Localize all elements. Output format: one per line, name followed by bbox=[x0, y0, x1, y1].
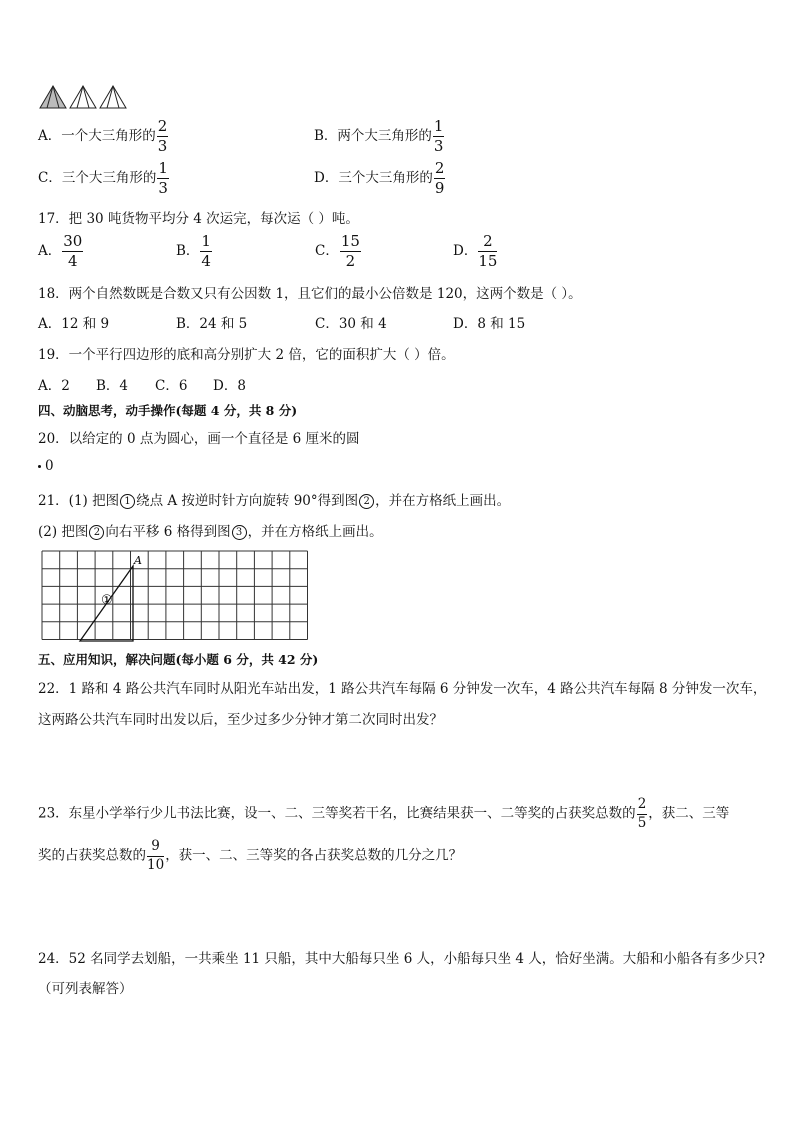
shape-label: ① bbox=[101, 593, 113, 608]
q19-option-b[interactable]: B．4 bbox=[96, 378, 129, 394]
fraction: $\frac{2}{5}$ bbox=[637, 796, 647, 831]
q20-stem: 20．以给定的 0 点为圆心，画一个直径是 6 厘米的圆 bbox=[38, 431, 360, 447]
option-text: A．一个大三角形的 bbox=[38, 128, 156, 144]
option-text: D．三个大三角形的 bbox=[314, 170, 433, 186]
q23-line1: 23．东星小学举行少儿书法比赛，设一、二、三等奖若干名，比赛结果获一、二等奖的占获奖总数的 $\frac{2}{5}$ ，获二、三等 bbox=[38, 796, 730, 831]
fraction: $\frac{15}{2}$ bbox=[340, 232, 360, 270]
center-point bbox=[38, 458, 54, 474]
q18-option-c[interactable]: C．30 和 4 bbox=[315, 316, 387, 332]
option-text: A． bbox=[38, 243, 62, 259]
point-label: 0 bbox=[45, 458, 54, 474]
fraction: $\frac{1}{3}$ bbox=[433, 117, 444, 155]
option-text: D． bbox=[453, 243, 478, 259]
q23-line2: 奖的占获奖总数的 $\frac{9}{10}$ ，获一、二、三等奖的各占获奖总数的几分之几？ bbox=[38, 838, 463, 873]
fraction: $\frac{1}{3}$ bbox=[158, 159, 168, 197]
q17-stem: 17．把 30 吨货物平均分 4 次运完，每次运（ ）吨。 bbox=[38, 211, 359, 227]
q19-option-a[interactable]: A．2 bbox=[38, 378, 70, 394]
fraction: $\frac{30}{4}$ bbox=[63, 232, 83, 270]
option-text: C． bbox=[315, 243, 339, 259]
q18-stem: 18．两个自然数既是合数又只有公因数 1，且它们的最小公倍数是 120，这两个数是（ ）。 bbox=[38, 286, 582, 302]
q18-option-b[interactable]: B．24 和 5 bbox=[176, 316, 248, 332]
circled-number: 3 bbox=[232, 525, 247, 540]
option-text: C．三个大三角形的 bbox=[38, 170, 157, 186]
circled-number: 1 bbox=[120, 494, 135, 509]
option-text: B． bbox=[176, 243, 200, 259]
q17-option-d[interactable] bbox=[453, 234, 498, 269]
point-a-label: A bbox=[134, 554, 142, 567]
q22-line2: 这两路公共汽车同时出发以后，至少过多少分钟才第二次同时出发？ bbox=[38, 712, 443, 728]
q18-option-a[interactable]: A．12 和 9 bbox=[38, 316, 110, 332]
option-text: B．两个大三角形的 bbox=[314, 128, 432, 144]
q16-option-c[interactable] bbox=[38, 161, 170, 196]
q16-option-b[interactable] bbox=[314, 119, 445, 154]
fraction: $\frac{2}{3}$ bbox=[157, 117, 168, 155]
q17-option-b[interactable] bbox=[176, 234, 213, 269]
point-dot-icon bbox=[38, 465, 41, 468]
q18-option-d[interactable]: D．8 和 15 bbox=[453, 316, 526, 332]
fraction: $\frac{1}{4}$ bbox=[201, 232, 211, 270]
section-heading: 五、应用知识，解决问题(每小题 6 分，共 42 分) bbox=[38, 652, 319, 667]
q21-part2: (2) 把图 2 向右平移 6 格得到图 3 ，并在方格纸上画出。 bbox=[38, 524, 383, 540]
grid-paper[interactable] bbox=[40, 548, 308, 644]
circled-number: 2 bbox=[89, 525, 104, 540]
q24-line1: 24．52 名同学去划船，一共乘坐 11 只船，其中大船每只坐 6 人，小船每只坐 4 人，恰好坐满。大船和小船各有多少只? bbox=[38, 951, 765, 967]
fraction: $\frac{9}{10}$ bbox=[147, 838, 165, 873]
q17-option-c[interactable] bbox=[315, 234, 362, 269]
triangle-figure bbox=[38, 84, 130, 110]
q16-option-d[interactable] bbox=[314, 161, 446, 196]
fraction: $\frac{2}{15}$ bbox=[478, 232, 498, 270]
q21-part1: 21．(1) 把图 1 绕点 A 按逆时针方向旋转 90°得到图 2 ，并在方格纸上画出。 bbox=[38, 493, 511, 509]
q19-stem: 19．一个平行四边形的底和高分别扩大 2 倍，它的面积扩大（ ）倍。 bbox=[38, 347, 455, 363]
q19-option-d[interactable]: D．8 bbox=[213, 378, 246, 394]
q19-option-c[interactable]: C．6 bbox=[155, 378, 188, 394]
q24-line2: （可列表解答） bbox=[38, 981, 133, 997]
fraction: $\frac{2}{9}$ bbox=[434, 159, 445, 197]
q22-line1: 22．1 路和 4 路公共汽车同时从阳光车站出发，1 路公共汽车每隔 6 分钟发一次车，4 路公共汽车每隔 8 分钟发一次车， bbox=[38, 681, 767, 697]
section-heading: 四、动脑思考，动手操作(每题 4 分，共 8 分) bbox=[38, 403, 298, 418]
q17-option-a[interactable] bbox=[38, 234, 84, 269]
circled-number: 2 bbox=[359, 494, 374, 509]
q16-option-a[interactable] bbox=[38, 119, 169, 154]
